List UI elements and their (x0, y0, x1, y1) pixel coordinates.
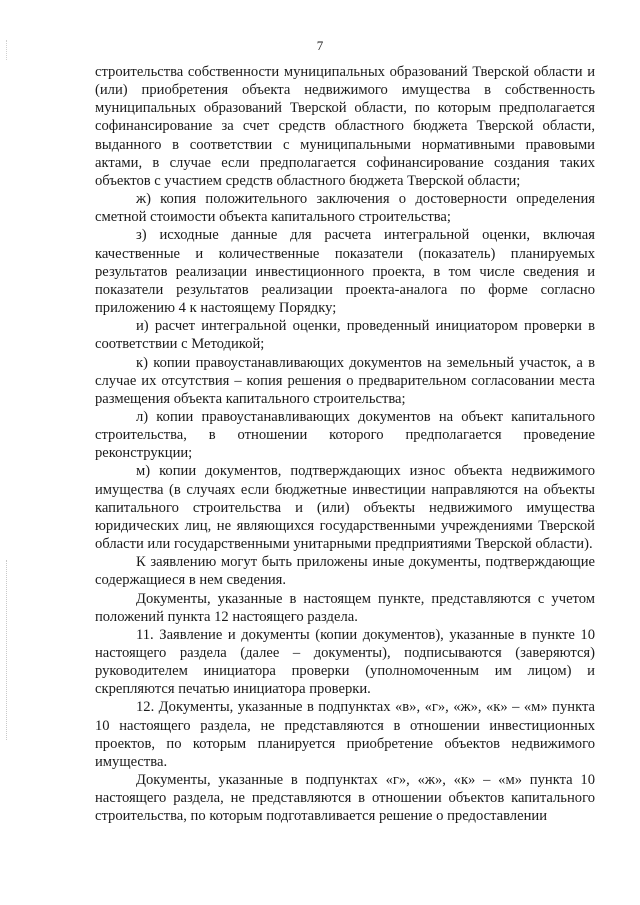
paragraph-item-m: м) копии документов, подтверждающих износ объекта недвижимого имущества (в случаях если бюджетные инвестиции направляются на объекты капитального строительства и (или) объекты недвижимого имущества юридических лиц, не являющихся государственными учреждениями Тверской области или государственными унитарными предприятиями Тверской области). (95, 463, 595, 553)
paragraph-section-12: 12. Документы, указанные в подпунктах «в», «г», «ж», «к» – «м» пункта 10 настоящего раздела, не представляются в отношении инвестиционных проектов, по которым планируется приобретение объектов недвижимого имущества. (95, 699, 595, 770)
paragraph-section-11: 11. Заявление и документы (копии документов), указанные в пункте 10 настоящего раздела (далее – документы), подписываются (заверяются) руководителем инициатора проверки (уполномоченным им лицом) и скрепляются печатью инициатора проверки. (95, 626, 595, 698)
document-body (95, 63, 595, 826)
paragraph-item-k: к) копии правоустанавливающих документов на земельный участок, а в случае их отсутствия – копия решения о предварительном согласовании места размещения объекта капитального строительства; (95, 354, 595, 407)
paragraph-item-l: л) копии правоустанавливающих документов на объект капитального строительства, в отношении которого предполагается проведение реконструкции; (95, 408, 595, 462)
paragraph-item-i: и) расчет интегральной оценки, проведенный инициатором проверки в соответствии с Методикой; (95, 318, 595, 353)
paragraph-section-12-continued: Документы, указанные в подпунктах «г», «ж», «к» – «м» пункта 10 настоящего раздела, не представляются в отношении объектов капитального строительства, по которым подготавливается решение о предоставлении (95, 772, 595, 825)
margin-scan-marks (6, 560, 9, 740)
page-number: 7 (316, 38, 324, 53)
paragraph-additional-documents: К заявлению могут быть приложены иные документы, подтверждающие содержащиеся в нем сведения. (95, 554, 595, 589)
paragraph-item-z: з) исходные данные для расчета интегральной оценки, включая качественные и количественные показатели (показатель) планируемых результатов реализации инвестиционного проекта, в том числе сведения и показатели результатов реализации проекта-аналога по форме согласно приложению 4 к настоящему Порядку; (95, 227, 595, 317)
paragraph-submission-note: Документы, указанные в настоящем пункте, представляются с учетом положений пункта 12 настоящего раздела. (95, 590, 595, 625)
paragraph-continuation: строительства собственности муниципальных образований Тверской области и (или) приобретения объекта недвижимого имущества в собственность муниципальных образований Тверской области, по которым предполагается софинансирование за счет средств областного бюджета Тверской области, выданного в соответствии с муниципальными нормативными правовыми актами, в случае если предполагается софинансирование создания таких объектов с участием средств областного бюджета Тверской области; (95, 64, 595, 189)
paragraph-item-zh: ж) копия положительного заключения о достоверности определения сметной стоимости объекта капитального строительства; (95, 191, 595, 226)
